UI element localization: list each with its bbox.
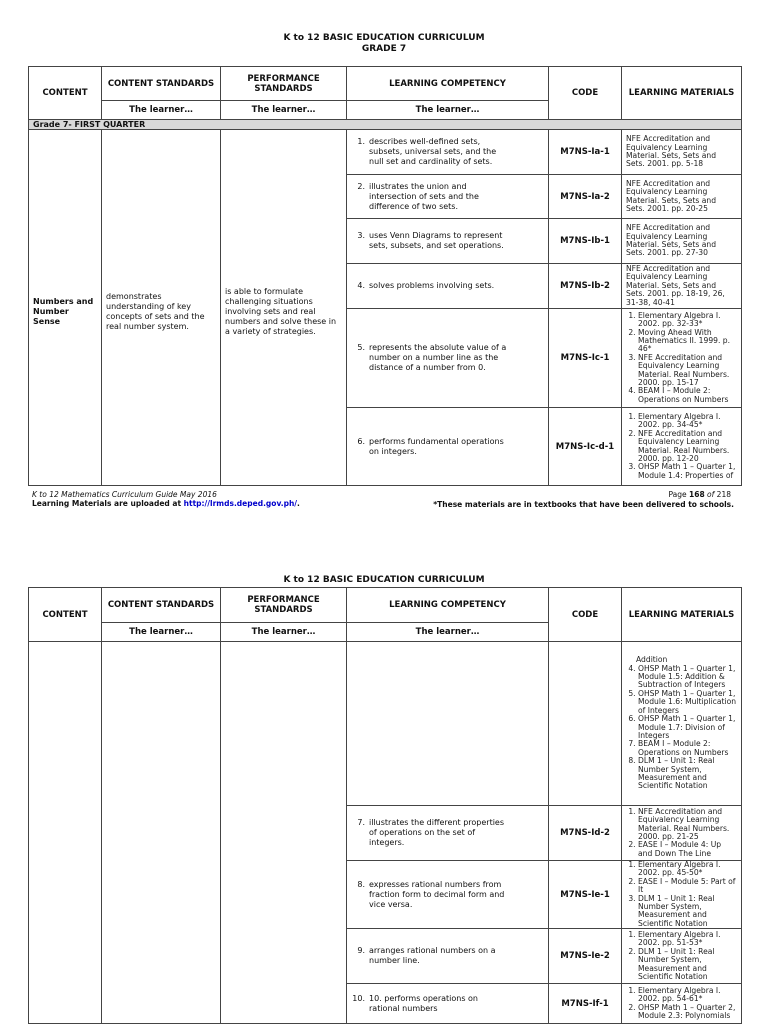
header-performance-standards: PERFORMANCE STANDARDS <box>221 588 347 623</box>
materials-item: 2. EASE I – Module 4: Up and Down The Line <box>638 841 737 858</box>
competency-number: 7. <box>357 818 365 827</box>
competency-text: expresses rational numbers from fraction form to decimal form and vice versa. <box>369 879 505 909</box>
materials-cell <box>622 984 742 1024</box>
competency-text: solves problems involving sets. <box>369 281 495 290</box>
performance-standard-cell-empty <box>221 642 347 1024</box>
materials-text: NFE Accreditation and Equivalency Learning Material. Sets, Sets and Sets. 2001. pp. 20-25 <box>626 178 717 213</box>
code-cell: M7NS-If-1 <box>549 984 622 1024</box>
competency-cell <box>347 219 549 264</box>
curriculum-table-page1 <box>28 66 742 486</box>
competency-cell <box>347 309 549 408</box>
materials-item: 8. DLM 1 – Unit 1: Real Number System, Measurement and Scientific Notation <box>638 757 737 791</box>
materials-cell <box>622 309 742 408</box>
materials-item: 5. OHSP Math 1 – Quarter 1, Module 1.6: Multiplication of Integers <box>638 690 737 715</box>
header-code: CODE <box>549 67 622 120</box>
competency-number: 4. <box>357 281 365 290</box>
page-of: of <box>704 490 717 499</box>
materials-item: 2. NFE Accreditation and Equivalency Learning Material. Real Numbers. 2000. pp. 12-20 <box>638 430 737 464</box>
materials-item: 1. Elementary Algebra I. 2002. pp. 51-53* <box>638 931 737 948</box>
competency-text: arranges rational numbers on a number line. <box>369 946 496 966</box>
materials-cell <box>622 175 742 219</box>
code-cell: M7NS-Ic-1 <box>549 309 622 408</box>
competency-cell <box>347 929 549 984</box>
materials-text: NFE Accreditation and Equivalency Learning Material. Sets, Sets and Sets. 2001. pp. 5-18 <box>626 134 717 169</box>
materials-cell <box>622 806 742 861</box>
curriculum-table-page2 <box>28 587 742 1024</box>
materials-item: 1. NFE Accreditation and Equivalency Learning Material. Real Numbers. 2000. pp. 21-25 <box>638 808 737 842</box>
footer-uploaded-text: Learning Materials are uploaded at <box>32 499 184 508</box>
header-learning-competency: LEARNING COMPETENCY <box>347 588 549 623</box>
competency-text: represents the absolute value of a number on a number line as the distance of a number from 0. <box>369 343 507 372</box>
competency-cell-empty <box>347 642 549 806</box>
competency-cell <box>347 408 549 486</box>
competency-number: 5. <box>357 343 365 352</box>
materials-item: 2. OHSP Math 1 – Quarter 2, Module 2.3: Polynomials <box>638 1004 737 1021</box>
materials-item: 1. Elementary Algebra I. 2002. pp. 45-50* <box>638 861 737 878</box>
content-cell: Numbers and Number Sense <box>29 130 102 486</box>
competency-cell <box>347 861 549 929</box>
page2-title: K to 12 BASIC EDUCATION CURRICULUM <box>283 575 485 585</box>
materials-cell <box>622 861 742 929</box>
materials-cell <box>622 130 742 175</box>
competency-text: illustrates the different properties of operations on the set of integers. <box>369 818 505 847</box>
content-cell-empty <box>29 642 102 1024</box>
header-performance-standards: PERFORMANCE STANDARDS <box>221 67 347 101</box>
competency-cell <box>347 130 549 175</box>
header-content-standards: CONTENT STANDARDS <box>102 588 221 623</box>
materials-item: 2. Moving Ahead With Mathematics II. 1999. p. 46* <box>638 329 737 354</box>
code-cell: M7NS-Id-2 <box>549 806 622 861</box>
competency-cell <box>347 175 549 219</box>
footer-period: . <box>297 499 300 508</box>
competency-number: 9. <box>357 946 365 956</box>
code-cell: M7NS-Ic-d-1 <box>549 408 622 486</box>
content-standard-cell: demonstrates understanding of key concepts of sets and the real number system. <box>102 130 221 486</box>
materials-item: 4. BEAM I – Module 2: Operations on Numbers <box>638 387 737 404</box>
code-cell: M7NS-Ie-2 <box>549 929 622 984</box>
header-learner: The learner… <box>102 623 221 642</box>
page-label: Page <box>668 490 690 499</box>
materials-text: Addition <box>636 655 668 665</box>
header-learner: The learner… <box>347 623 549 642</box>
competency-text: describes well-defined sets, subsets, universal sets, and the null set and cardinality of sets. <box>369 137 497 166</box>
materials-cell <box>622 408 742 486</box>
materials-cell <box>622 264 742 309</box>
competency-number: 1. <box>357 137 365 146</box>
competency-text: 10. performs operations on rational numbers <box>369 993 479 1013</box>
competency-text: uses Venn Diagrams to represent sets, subsets, and set operations. <box>369 231 504 250</box>
materials-item: 2. DLM 1 – Unit 1: Real Number System, Measurement and Scientific Notation <box>638 948 737 982</box>
header-code: CODE <box>549 588 622 642</box>
materials-item: 7. BEAM I – Module 2: Operations on Numbers <box>638 740 737 757</box>
materials-item: 4. OHSP Math 1 – Quarter 1, Module 1.5: Addition & Subtraction of Integers <box>638 665 737 690</box>
competency-number: 10. <box>352 993 365 1003</box>
quarter-label: Grade 7- FIRST QUARTER <box>29 120 742 130</box>
footer-guide: K to 12 Mathematics Curriculum Guide May 2016 <box>32 490 217 499</box>
materials-cell <box>622 219 742 264</box>
lrmds-link[interactable]: http://lrmds.deped.gov.ph/ <box>183 499 298 508</box>
header-learner: The learner… <box>102 101 221 120</box>
competency-number: 2. <box>357 181 365 191</box>
code-cell: M7NS-Ia-2 <box>549 175 622 219</box>
competency-number: 6. <box>357 436 365 446</box>
competency-number: 3. <box>357 231 365 240</box>
competency-cell <box>347 264 549 309</box>
code-cell: M7NS-Ib-2 <box>549 264 622 309</box>
competency-number: 8. <box>357 879 365 889</box>
header-content-standards: CONTENT STANDARDS <box>102 67 221 101</box>
footer-uploaded <box>32 499 300 508</box>
page1-title: K to 12 BASIC EDUCATION CURRICULUM <box>283 33 485 43</box>
materials-item: 1. Elementary Algebra I. 2002. pp. 34-45* <box>638 413 737 430</box>
code-cell: M7NS-Ia-1 <box>549 130 622 175</box>
page-number <box>668 490 731 499</box>
header-learning-materials: LEARNING MATERIALS <box>622 67 742 120</box>
competency-cell <box>347 984 549 1024</box>
code-cell-empty <box>549 642 622 806</box>
header-learner: The learner… <box>347 101 549 120</box>
materials-item: 3. DLM 1 – Unit 1: Real Number System, Measurement and Scientific Notation <box>638 895 737 929</box>
competency-text: performs fundamental operations on integers. <box>369 436 504 456</box>
materials-cell <box>622 929 742 984</box>
materials-item: 3. NFE Accreditation and Equivalency Learning Material. Real Numbers. 2000. pp. 15-17 <box>638 354 737 388</box>
materials-item: 1. Elementary Algebra I. 2002. pp. 54-61* <box>638 987 737 1004</box>
header-learning-competency: LEARNING COMPETENCY <box>347 67 549 101</box>
header-learning-materials: LEARNING MATERIALS <box>622 588 742 642</box>
footer-note: *These materials are in textbooks that have been delivered to schools. <box>433 500 734 509</box>
competency-cell <box>347 806 549 861</box>
header-learner: The learner… <box>221 101 347 120</box>
competency-text: illustrates the union and intersection of sets and the difference of two sets. <box>369 181 479 211</box>
code-cell: M7NS-Ib-1 <box>549 219 622 264</box>
materials-text: NFE Accreditation and Equivalency Learning Material. Sets, Sets and Sets. 2001. pp. 18-19, 26, 31-38, 40-41 <box>626 263 725 307</box>
materials-text: NFE Accreditation and Equivalency Learning Material. Sets, Sets and Sets. 2001. pp. 27-30 <box>626 223 717 258</box>
materials-item: 6. OHSP Math 1 – Quarter 1, Module 1.7: Division of Integers <box>638 715 737 740</box>
page1-grade: GRADE 7 <box>361 44 407 54</box>
header-content: CONTENT <box>29 67 102 120</box>
header-content: CONTENT <box>29 588 102 642</box>
page-current: 168 <box>689 490 705 499</box>
content-standard-cell-empty <box>102 642 221 1024</box>
performance-standard-cell: is able to formulate challenging situations involving sets and real numbers and solve these in a variety of strategies. <box>221 130 347 486</box>
materials-item: 3. OHSP Math 1 – Quarter 1, Module 1.4: Properties of <box>638 463 737 480</box>
header-learner: The learner… <box>221 623 347 642</box>
materials-item: 1. Elementary Algebra I. 2002. pp. 32-33* <box>638 312 737 329</box>
materials-item: 2. EASE I – Module 5: Part of It <box>638 878 737 895</box>
code-cell: M7NS-Ie-1 <box>549 861 622 929</box>
page-total: 218 <box>716 490 731 499</box>
materials-cell <box>622 642 742 806</box>
